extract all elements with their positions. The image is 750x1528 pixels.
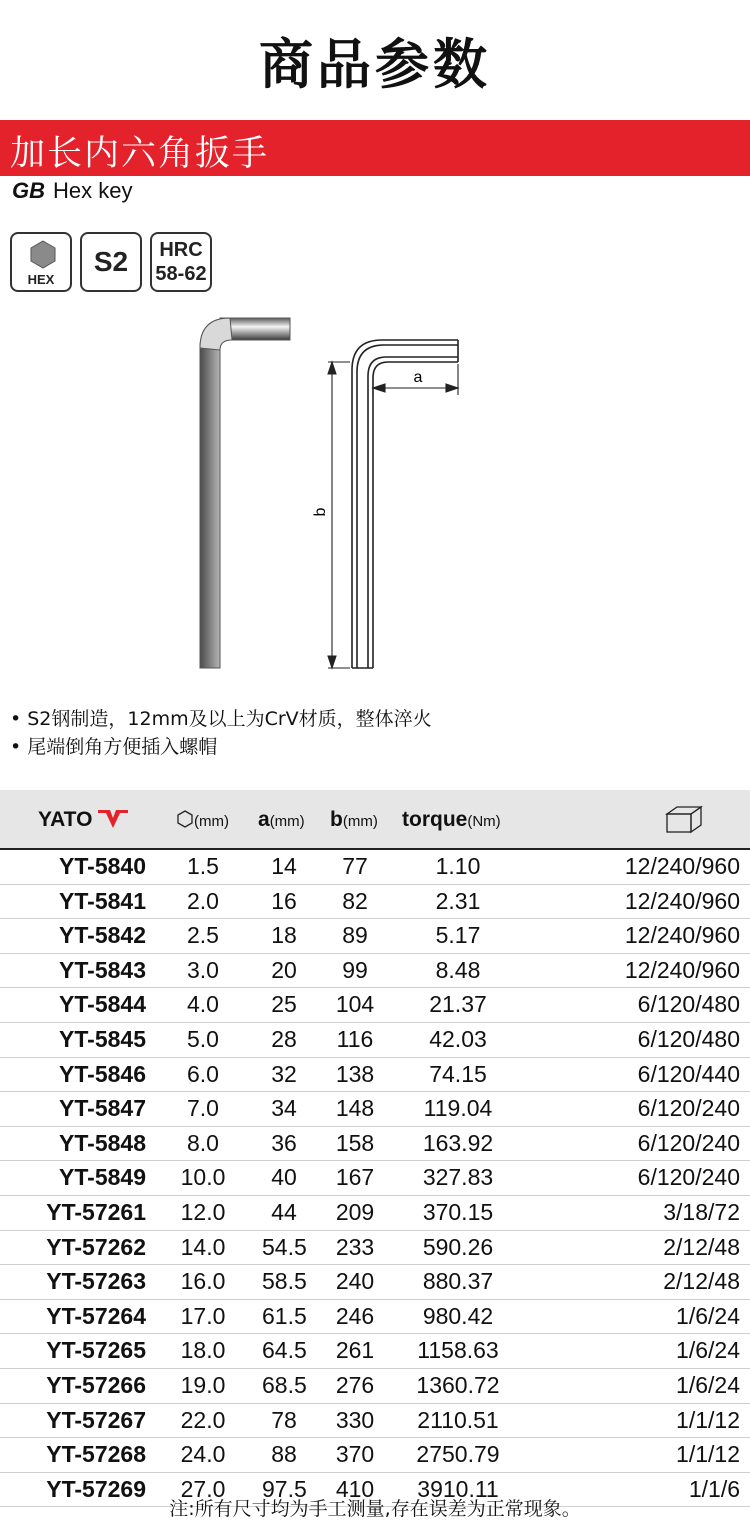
cell-model: YT-57266 bbox=[46, 1371, 146, 1398]
hex-badge bbox=[10, 232, 72, 292]
cell-pack: 3/18/72 bbox=[663, 1198, 740, 1225]
hrc-label: HRC bbox=[159, 239, 203, 261]
cell-a: 44 bbox=[271, 1198, 297, 1225]
table-row bbox=[0, 1058, 750, 1093]
cell-a: 28 bbox=[271, 1025, 297, 1052]
header-torque-label: torque bbox=[402, 808, 468, 831]
cell-a: 88 bbox=[271, 1441, 297, 1468]
cell-model: YT-5840 bbox=[59, 853, 146, 879]
cell-pack: 6/120/440 bbox=[637, 1060, 740, 1087]
cell-b: 89 bbox=[342, 922, 368, 949]
cell-model: YT-57269 bbox=[46, 1475, 146, 1502]
cell-pack: 12/240/960 bbox=[624, 853, 740, 879]
cell-model: YT-5843 bbox=[59, 956, 146, 983]
cell-torque: 2.31 bbox=[435, 887, 481, 914]
cell-hex: 24.0 bbox=[180, 1441, 226, 1468]
cell-a: 40 bbox=[271, 1164, 297, 1191]
cell-b: 138 bbox=[335, 1060, 375, 1087]
cell-pack: 1/6/24 bbox=[676, 1371, 740, 1398]
cell-model: YT-57261 bbox=[46, 1198, 146, 1225]
cell-model: YT-57264 bbox=[46, 1302, 146, 1329]
cell-b: 158 bbox=[335, 1129, 375, 1156]
cell-torque: 2750.79 bbox=[416, 1441, 500, 1468]
feature-item: • S2钢制造，12mm及以上为CrV材质，整体淬火 bbox=[10, 705, 432, 733]
cell-hex: 18.0 bbox=[180, 1337, 226, 1364]
package-box-icon bbox=[664, 804, 704, 834]
cell-hex: 4.0 bbox=[187, 991, 219, 1018]
cell-pack: 12/240/960 bbox=[624, 922, 740, 949]
cell-b: 370 bbox=[335, 1441, 375, 1468]
dim-a-label: a bbox=[413, 369, 423, 386]
cell-hex: 12.0 bbox=[180, 1198, 226, 1225]
cell-model: YT-5845 bbox=[59, 1025, 146, 1052]
header-hex bbox=[176, 808, 229, 832]
header-b-label: b bbox=[330, 808, 343, 831]
cell-b: 104 bbox=[335, 991, 375, 1018]
cell-pack: 12/240/960 bbox=[624, 956, 740, 983]
cell-b: 148 bbox=[335, 1095, 375, 1122]
cell-model: YT-57265 bbox=[46, 1337, 146, 1364]
table-row bbox=[0, 1438, 750, 1473]
table-row bbox=[0, 885, 750, 920]
cell-torque: 74.15 bbox=[429, 1060, 487, 1087]
product-banner bbox=[0, 120, 750, 176]
cell-b: 209 bbox=[335, 1198, 375, 1225]
cell-model: YT-5841 bbox=[59, 887, 146, 914]
cell-a: 61.5 bbox=[262, 1302, 307, 1329]
cell-a: 54.5 bbox=[262, 1233, 307, 1260]
cell-a: 32 bbox=[271, 1060, 297, 1087]
table-row bbox=[0, 1023, 750, 1058]
cell-a: 36 bbox=[271, 1129, 297, 1156]
cell-pack: 6/120/240 bbox=[637, 1164, 740, 1191]
cell-hex: 5.0 bbox=[187, 1025, 219, 1052]
header-a bbox=[258, 808, 305, 832]
feature-item: • 尾端倒角方便插入螺帽 bbox=[10, 733, 432, 761]
cell-hex: 10.0 bbox=[180, 1164, 226, 1191]
cell-pack: 1/1/12 bbox=[676, 1406, 740, 1433]
cell-b: 261 bbox=[335, 1337, 375, 1364]
yato-logo-icon bbox=[98, 810, 128, 828]
brand-logo-text: YATO bbox=[38, 808, 93, 831]
cell-torque: 21.37 bbox=[429, 991, 487, 1018]
cell-torque: 1158.63 bbox=[417, 1337, 499, 1364]
table-row bbox=[0, 954, 750, 989]
cell-b: 276 bbox=[335, 1371, 375, 1398]
cell-hex: 6.0 bbox=[187, 1060, 219, 1087]
cell-a: 34 bbox=[271, 1095, 297, 1122]
footnote: 注:所有尺寸均为手工测量,存在误差为正常现象。 bbox=[169, 1498, 581, 1520]
cell-pack: 6/120/240 bbox=[637, 1129, 740, 1156]
hex-key-drawing bbox=[352, 340, 458, 668]
s2-badge: S2 bbox=[80, 232, 142, 292]
header-b-unit: (mm) bbox=[342, 813, 378, 830]
table-row bbox=[0, 1300, 750, 1335]
cell-torque: 370.15 bbox=[422, 1198, 494, 1225]
product-subtitle bbox=[12, 178, 132, 204]
cell-a: 78 bbox=[271, 1406, 297, 1433]
table-row bbox=[0, 1265, 750, 1300]
cell-model: YT-57262 bbox=[46, 1233, 146, 1260]
header-torque-unit: (Nm) bbox=[467, 813, 501, 830]
cell-pack: 1/6/24 bbox=[676, 1302, 740, 1329]
cell-pack: 1/6/24 bbox=[676, 1337, 740, 1364]
cell-torque: 1.10 bbox=[435, 853, 481, 879]
page-title: 商品参数 bbox=[259, 33, 491, 96]
cell-torque: 880.37 bbox=[422, 1268, 494, 1295]
cell-a: 14 bbox=[271, 853, 297, 879]
cell-torque: 1360.72 bbox=[416, 1371, 500, 1398]
cell-pack: 6/120/480 bbox=[637, 991, 740, 1018]
cell-b: 116 bbox=[336, 1025, 374, 1052]
cell-hex: 19.0 bbox=[180, 1371, 226, 1398]
header-a-unit: (mm) bbox=[269, 813, 305, 830]
hexagon-icon bbox=[176, 810, 194, 828]
table-row bbox=[0, 1404, 750, 1439]
header-pack bbox=[664, 804, 704, 840]
table-header bbox=[0, 790, 750, 848]
cell-model: YT-57268 bbox=[46, 1441, 146, 1468]
cell-a: 58.5 bbox=[262, 1268, 307, 1295]
cell-b: 240 bbox=[335, 1268, 375, 1295]
dimension-lines bbox=[328, 362, 458, 668]
cell-b: 233 bbox=[335, 1233, 375, 1260]
cell-b: 330 bbox=[335, 1406, 375, 1433]
cell-pack: 1/1/6 bbox=[688, 1475, 740, 1502]
hrc-value: 58-62 bbox=[155, 263, 207, 285]
brand-logo bbox=[38, 808, 128, 832]
cell-a: 25 bbox=[271, 991, 297, 1018]
cell-hex: 7.0 bbox=[187, 1095, 219, 1122]
cell-b: 167 bbox=[335, 1164, 375, 1191]
cell-a: 64.5 bbox=[262, 1337, 307, 1364]
header-a-label: a bbox=[258, 808, 270, 831]
cell-a: 68.5 bbox=[262, 1371, 307, 1398]
table-row bbox=[0, 1369, 750, 1404]
cell-model: YT-5842 bbox=[59, 922, 146, 949]
cell-model: YT-5847 bbox=[59, 1095, 146, 1122]
cell-torque: 2110.51 bbox=[417, 1406, 499, 1433]
cell-torque: 3910.11 bbox=[417, 1475, 499, 1502]
hrc-badge bbox=[150, 232, 212, 292]
cell-torque: 327.83 bbox=[422, 1164, 494, 1191]
cell-hex: 22.0 bbox=[180, 1406, 226, 1433]
product-title: 加长内六角扳手 bbox=[10, 134, 270, 174]
header-torque bbox=[402, 808, 501, 832]
cell-model: YT-5848 bbox=[59, 1129, 146, 1156]
cell-hex: 2.0 bbox=[187, 887, 219, 914]
cell-hex: 17.0 bbox=[180, 1302, 226, 1329]
cell-torque: 980.42 bbox=[422, 1302, 494, 1329]
table-row bbox=[0, 848, 750, 885]
cell-a: 16 bbox=[271, 887, 297, 914]
table-row bbox=[0, 1196, 750, 1231]
cell-model: YT-5846 bbox=[59, 1060, 146, 1087]
cell-torque: 8.48 bbox=[435, 956, 481, 983]
table-row bbox=[0, 1231, 750, 1266]
cell-a: 18 bbox=[271, 922, 297, 949]
hex-key-photo bbox=[200, 318, 290, 668]
cell-hex: 1.5 bbox=[187, 853, 219, 879]
cell-model: YT-57267 bbox=[46, 1406, 146, 1433]
cell-model: YT-57263 bbox=[46, 1268, 146, 1295]
cell-b: 246 bbox=[335, 1302, 375, 1329]
cell-pack: 6/120/480 bbox=[637, 1025, 740, 1052]
cell-torque: 42.03 bbox=[429, 1025, 487, 1052]
feature-list bbox=[10, 705, 432, 761]
header-b bbox=[330, 808, 378, 832]
hex-badge-label: HEX bbox=[27, 272, 55, 287]
cell-pack: 12/240/960 bbox=[624, 887, 740, 914]
cell-torque: 590.26 bbox=[422, 1233, 494, 1260]
table-row bbox=[0, 1127, 750, 1162]
table-row bbox=[0, 988, 750, 1023]
hex-key-diagram bbox=[180, 300, 480, 680]
dim-b-label: b bbox=[312, 507, 329, 517]
cell-torque: 5.17 bbox=[435, 922, 481, 949]
standard-label: GB bbox=[12, 178, 45, 203]
spec-table bbox=[0, 790, 750, 1507]
table-row bbox=[0, 1161, 750, 1196]
cell-b: 82 bbox=[342, 887, 368, 914]
cell-b: 99 bbox=[342, 956, 368, 983]
cell-a: 20 bbox=[271, 956, 297, 983]
cell-model: YT-5844 bbox=[59, 991, 146, 1018]
cell-pack: 6/120/240 bbox=[637, 1095, 740, 1122]
header-hex-unit: (mm) bbox=[194, 813, 229, 830]
table-body bbox=[0, 848, 750, 1507]
product-name-en: Hex key bbox=[53, 178, 133, 203]
cell-a: 97.5 bbox=[262, 1475, 307, 1502]
cell-hex: 16.0 bbox=[180, 1268, 226, 1295]
cell-hex: 3.0 bbox=[187, 956, 219, 983]
cell-model: YT-5849 bbox=[59, 1164, 146, 1191]
cell-b: 410 bbox=[335, 1475, 375, 1502]
cell-hex: 14.0 bbox=[180, 1233, 226, 1260]
cell-hex: 2.5 bbox=[187, 922, 219, 949]
table-row bbox=[0, 919, 750, 954]
table-row bbox=[0, 1092, 750, 1127]
cell-pack: 2/12/48 bbox=[663, 1233, 740, 1260]
cell-hex: 8.0 bbox=[187, 1129, 219, 1156]
cell-b: 77 bbox=[342, 853, 368, 879]
table-row bbox=[0, 1334, 750, 1369]
cell-hex: 27.0 bbox=[180, 1475, 226, 1502]
cell-pack: 1/1/12 bbox=[676, 1441, 740, 1468]
cell-pack: 2/12/48 bbox=[663, 1268, 740, 1295]
cell-torque: 163.92 bbox=[422, 1129, 494, 1156]
cell-torque: 119.04 bbox=[423, 1095, 493, 1122]
hexagon-icon bbox=[28, 239, 58, 269]
